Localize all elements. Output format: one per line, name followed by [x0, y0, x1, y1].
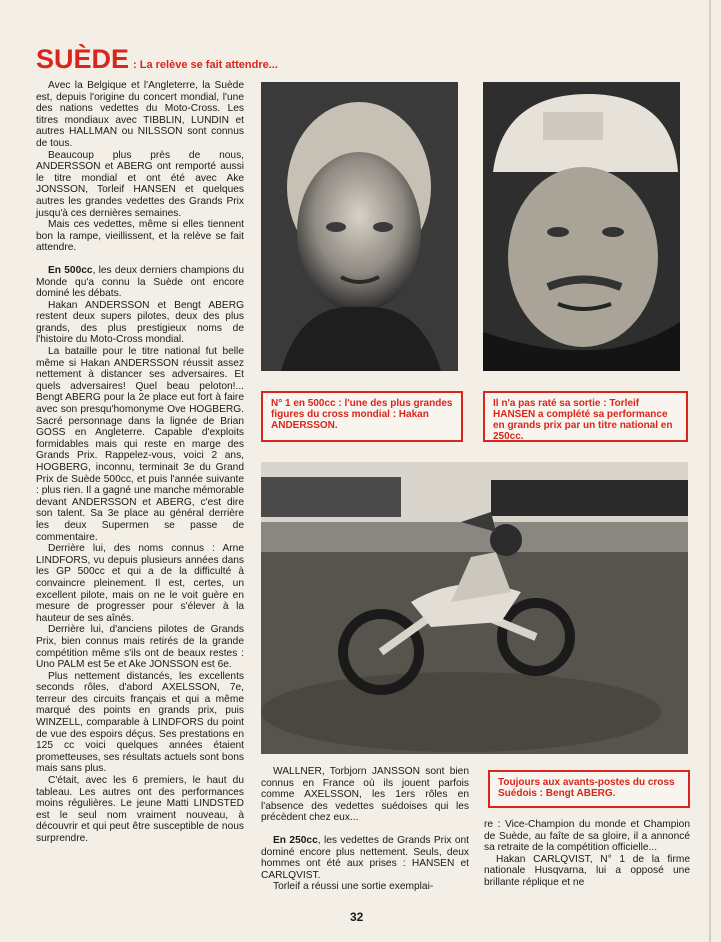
article-header: [36, 44, 278, 75]
page-edge: [709, 0, 711, 942]
paragraph: re : Vice-Champion du monde et Champion de Suède, au faîte de sa gloire, il a annoncé sa retraite de la compétition officielle...: [484, 819, 690, 854]
photo-hakan-andersson: [261, 82, 458, 371]
paragraph: Mais ces vedettes, même si elles tiennent bon la rampe, vieillissent, et la relève se fait attendre.: [36, 219, 244, 254]
section-text: , les vedettes de Grands Prix ont dominé encore plus nettement. Seuls, deux hommes ont été aux prises : HANSEN et CARLQVIST.: [261, 834, 470, 881]
text-column-2: [261, 766, 469, 893]
paragraph-250cc: [261, 835, 469, 881]
article-title: SUÈDE: [36, 44, 130, 74]
paragraph: WALLNER, Torbjorn JANSSON sont bien connus en France où ils jouent parfois comme AXELSSON, les 1ers rôles en l'absence des vedettes suédoises qui les précèdent chez eux...: [261, 766, 469, 824]
paragraph: Torleif a réussi une sortie exemplai-: [273, 881, 434, 893]
paragraph: Hakan CARLQVIST, N° 1 de la firme nationale Husqvarna, lui a opposé une brillante réplique et ne: [484, 853, 690, 888]
photo-torleif-hansen: [483, 82, 680, 371]
article-subtitle: : La relève se fait attendre...: [133, 59, 278, 71]
photo-bengt-aberg-race: [261, 462, 688, 754]
paragraph: Beaucoup plus près de nous, ANDERSSON et ABERG ont remporté aussi le titre mondial et ont été avec Ake JONSSON, Torleif HANSEN et quelques autres les grandes vedettes des Grands Prix jusqu'à ces dernières semaines.: [36, 149, 244, 219]
text-column-1: [36, 80, 244, 900]
paragraph: C'était, avec les 6 premiers, le haut du tableau. Les autres ont des performances moins régulières. Le jeune Matti LINDSTED est le seul nom vraiment nouveau, à découvrir et qui peut être susceptible de nous surprendre.: [36, 775, 244, 844]
caption-aberg: Toujours aux avants-postes du cross Suédois : Bengt ABERG.: [488, 770, 690, 808]
paragraph-500cc: [36, 265, 244, 300]
caption-hansen: Il n'a pas raté sa sortie : Torleif HANSEN a complété sa performance en grands prix par un titre national en 250cc.: [483, 391, 688, 442]
section-lead: En 500cc: [48, 264, 93, 276]
paragraph: Plus nettement distancés, les excellents seconds rôles, d'abord AXELSSON, 7e, terreur des circuits français et qui a même marqué des points en grands prix, puis WINZELL, comparable à LINDFORS du point de vue des espoirs déçus. Ses prestations en 125 cc voici quelques années étaient prometteuses, ses résultats actuels sont bons mais sans plus.: [36, 670, 244, 775]
page-number: 32: [350, 910, 364, 924]
paragraph: La bataille pour le titre national fut belle même si Hakan ANDERSSON réussit assez nettement à distancer ses adversaires. Et quels adversaires! Quel beau peloton!... Bengt ABERG pour la 2e place eut fort à faire avec son presqu'homonyme Ove HOGBERG. Sacré personnage dans la lignée de Brian GOSS en Angleterre. Capable d'exploits formidables mais qui reste en marge des Grands Prix. Rappelez-vous, voici 2 ans, HOGBERG, inconnu, terminait 3e du Grand Prix de Suède 500cc, et puis l'année suivante : plus rien. Il a gagné une manche mémorable devant ANDERSSON et ABERG, c'est dire son talent. Sa 3e place au général derrière les deux Supermen se passe de commentaire.: [36, 346, 244, 543]
paragraph: Avec la Belgique et l'Angleterre, la Suède est, depuis l'origine du concert mondial, l'une des nations vedettes du Moto-Cross. Les titres mondiaux avec TIBBLIN, LUNDIN et autres HALLMAN ou NILSSON sont connus de tous.: [36, 80, 244, 149]
paragraph: Derrière lui, d'anciens pilotes de Grands Prix, bien connus mais retirés de la grande compétition même s'ils ont de beaux restes : Uno PALM est 5e et Ake JONSSON est 6e.: [36, 624, 244, 671]
text-column-3: [484, 819, 690, 889]
paragraph: Hakan ANDERSSON et Bengt ABERG restent deux supers pilotes, deux des plus grands, des plus prestigieux noms de l'histoire du Moto-Cross mondial.: [36, 299, 244, 346]
section-text: , les deux derniers champions du Monde qu'a connu la Suède ont encore dominé les débats.: [36, 264, 245, 300]
paragraph: Derrière lui, des noms connus : Arne LINDFORS, vu depuis plusieurs années dans les GP 500cc et qui a de la difficulté à convaincre pleinement. Il est, certes, un excellent pilote, mais on ne le voit guère en mesure de progresser pour s'élever à la hauteur de ses aînés.: [36, 543, 244, 624]
caption-andersson: N° 1 en 500cc : l'une des plus grandes figures du cross mondial : Hakan ANDERSSON.: [261, 391, 463, 442]
section-lead: En 250cc: [273, 834, 318, 846]
